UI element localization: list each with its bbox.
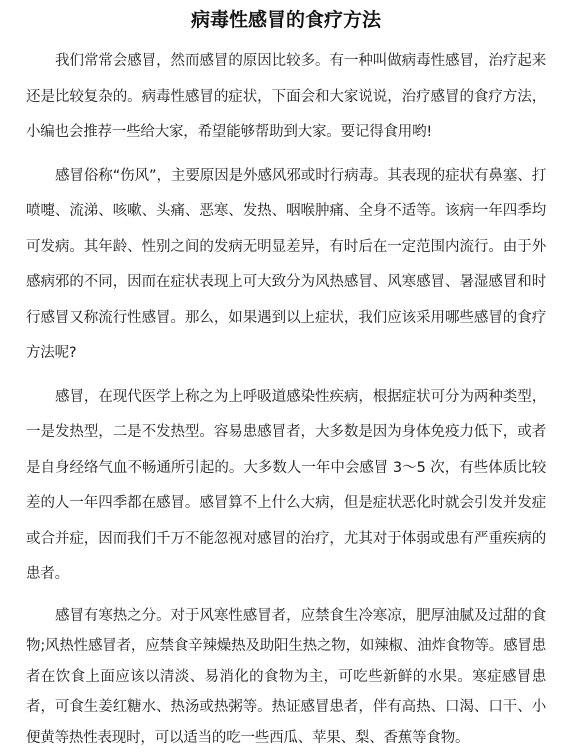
paragraph-diet-advice: 感冒有寒热之分。对于风寒性感冒者，应禁食生冷寒凉，肥厚油腻及过甜的食物;风热性感冒者，应禁食辛辣燥热及助阳生热之物，如辣椒、油炸食物等。感冒患者在饮食上面应该以清淡、易消化的食物为主，可吃些新鲜的水果。寒症感冒患者，可食生姜红糖水、热汤或热粥等。热证感冒患者，伴有高热、口渴、口干、小便黄等热性表现时，可以适当的吃一些西瓜、苹果、梨、香蕉等食物。 [26, 601, 546, 753]
paragraph-symptoms: 感冒俗称“伤风”，主要原因是外感风邪或时行病毒。其表现的症状有鼻塞、打喷嚏、流涕、咳嗽、头痛、恶寒、发热、咽喉肿痛、全身不适等。该病一年四季均可发病。其年龄、性别之间的发病无明显差异，有时后在一定范围内流行。由于外感病邪的不同，因而在症状表现上可大致分为风热感冒、风寒感冒、暑湿感冒和时行感冒又称流行性感冒。那么，如果遇到以上症状，我们应该采用哪些感冒的食疗方法呢? [26, 159, 546, 372]
paragraph-medical-view: 感冒，在现代医学上称之为上呼吸道感染性疾病，根据症状可分为两种类型，一是发热型，二是不发热型。容易患感冒者，大多数是因为身体免疫力低下，或者是自身经络气血不畅通所引起的。大多数人一年中会感冒 3～5 次，有些体质比较差的人一年四季都在感冒。感冒算不上什么大病，但是症状恶化时就会引发并发症或合并症，因而我们千万不能忽视对感冒的治疗，尤其对于体弱或患有严重疾病的患者。 [26, 380, 546, 593]
article-title: 病毒性感冒的食疗方法 [26, 6, 546, 34]
paragraph-intro: 我们常常会感冒，然而感冒的原因比较多。有一种叫做病毒性感冒，治疗起来还是比较复杂的。病毒性感冒的症状，下面会和大家说说，治疗感冒的食疗方法，小编也会推荐一些给大家，希望能够帮助到大家。要记得食用哟! [26, 44, 546, 151]
